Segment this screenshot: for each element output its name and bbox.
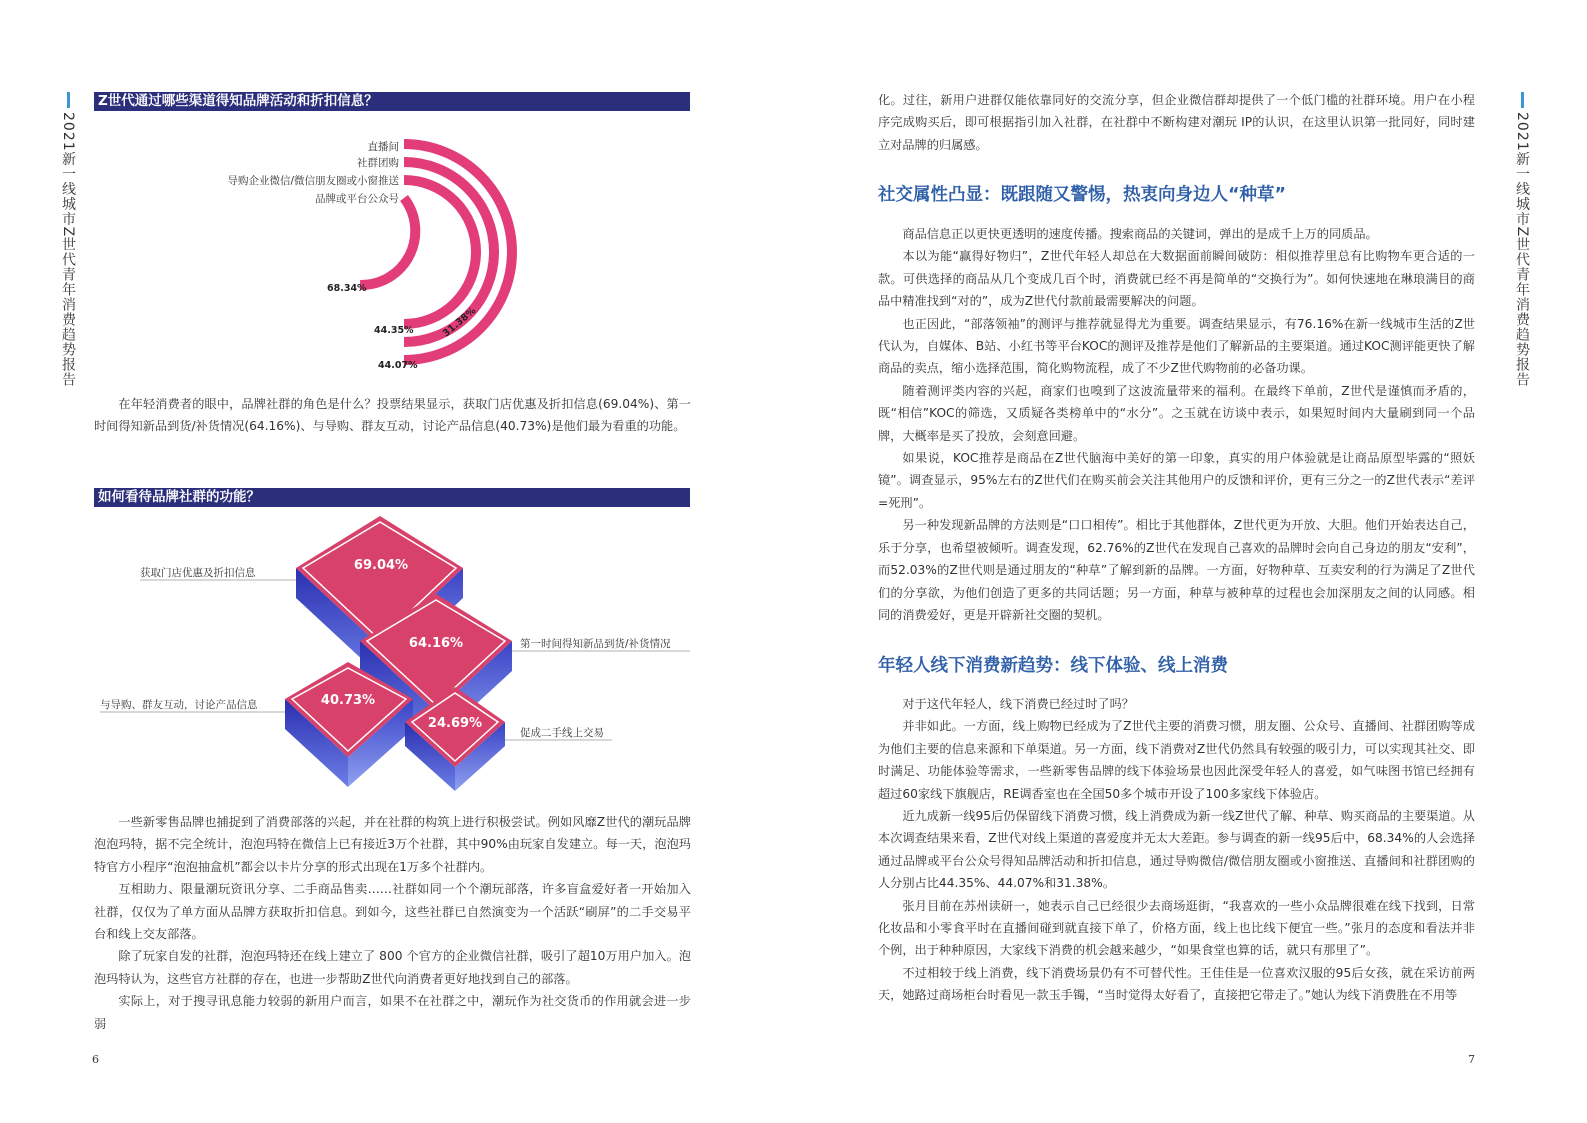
right-section2-text: 对于这代年轻人，线下消费已经过时了吗？ 并非如此。一方面，线上购物已经成为了Z世代主要的消费习惯，朋友圈、公众号、直播间、社群团购等成为他们主要的信息来源和下单渠道。另一方面，线下消费对Z世代仍然具有较强的吸引力，可以实现其社交、即时满足、功能体验等需求，一些新零售品牌的线下体验场景也因此深受年轻人的喜爱，如气味图书馆已经拥有超过60家线下旗舰店，RE调香室也在全国50多个城市开设了100多家线下体验店。 近九成新一线95后仍保留线下消费习惯，线上消费成为新一线Z世代了解、种草、购买商品的主要渠道。从本次调查结果来看，Z世代对线上渠道的喜爱度并无太大差距。参与调查的新一线95后中，68.34%的人会选择通过品牌或平台公众号得知品牌活动和折扣信息，通过导购微信/微信朋友圈或小窗推送、直播间和社群团购的人分别占比44.35%、44.07%和31.38%。 张月目前在苏州读研一，她表示自己已经很少去商场逛街，“我喜欢的一些小众品牌很难在线下找到，日常化妆品和小零食平时在直播间碰到就直接下单了，价格方面，线上也比线下便宜一些。”张月的态度和看法并非个例，出于种种原因，大家线下消费的机会越来越少，“如果食堂也算的话，就只有那里了”。 不过相较于线上消费，线下消费场景仍有不可替代性。王佳佳是一位喜欢汉服的95后女孩，就在采访前两天，她路过商场柜台时看见一款玉手镯，“当时觉得太好看了，直接把它带走了。”她认为线下消费胜在不用等	[878, 697, 1475, 1003]
left-body-text	[94, 811, 691, 1035]
paragraph-popmart-communities: 一些新零售品牌也捕捉到了消费部落的兴起，并在社群的构筑上进行积极尝试。例如风靡Z世代的潮玩品牌泡泡玛特，据不完全统计，泡泡玛特在微信上已有接近3万个社群，其中90%由玩家自发建立。每一天，泡泡玛特官方小程序“泡泡抽盒机”都会以卡片分享的形式出现在1万多个社群内。	[94, 815, 691, 874]
label-6834: 68.34%	[327, 283, 367, 294]
page-number-left: 6	[92, 1053, 99, 1066]
sidebar-accent-bar	[1521, 92, 1524, 108]
legend-livestream: 直播间	[367, 141, 399, 153]
value-2469: 24.69%	[427, 716, 483, 731]
community-functions-chart	[0, 0, 800, 800]
legend-group-buy: 社群团购	[357, 157, 399, 169]
legend-official-account: 品牌或平台公众号	[315, 193, 399, 205]
label-4407: 44.07%	[378, 360, 418, 371]
label-store-discounts: 获取门店优惠及折扣信息	[140, 567, 256, 579]
value-6904: 69.04%	[353, 558, 409, 573]
right-section1-text: 商品信息正以更快更透明的速度传播。搜索商品的关键词，弹出的是成千上万的同质品。 本以为能“赢得好物归”，Z世代年轻人却总在大数据面前瞬间破防：相似推荐里总有比购物车更合适的一款。可供选择的商品从几个变成几百个时，消费就已经不再是简单的“交换行为”。如何快速地在琳琅满目的商品中精准找到“对的”，成为Z世代付款前最需要解决的问题。 也正因此，“部落领袖”的测评与推荐就显得尤为重要。调查结果显示，有76.16%在新一线城市生活的Z世代认为，自媒体、B站、小红书等平台KOC的测评及推荐是他们了解新品的主要渠道。通过KOC测评能更快了解商品的卖点，缩小选择范围，简化购物流程，成了不少Z世代购物前的必备功课。 随着测评类内容的兴起，商家们也嗅到了这波流量带来的福利。在最终下单前，Z世代是谨慎而矛盾的，既“相信”KOC的筛选，又质疑各类榜单中的“水分”。之玉就在访谈中表示，如果短时间内大量刷到同一个品牌，大概率是买了投放，会刻意回避。 如果说，KOC推荐是商品在Z世代脑海中美好的第一印象，真实的用户体验就是让商品原型毕露的“照妖镜”。调查显示，95%左右的Z世代们在购买前会关注其他用户的反馈和评价，更有三分之一的Z世代表示“差评=死刑”。 另一种发现新品牌的方法则是“口口相传”。相比于其他群体，Z世代更为开放、大胆。他们开始表达自己，乐于分享，也希望被倾听。调查发现，62.76%的Z世代在发现自己喜欢的品牌时会向自己身边的朋友“安利”，而52.03%的Z世代则是通过朋友的“种草”了解到新的品牌。一方面，好物种草、互卖安利的行为满足了Z世代们的分享欲，为他们创造了更多的共同话题；另一方面，种草与被种草的过程也会加深朋友之间的认同感。相同的消费爱好，更是开辟新社交圈的契机。	[878, 227, 1475, 622]
section-header-community-functions: 如何看待品牌社群的功能？	[94, 488, 690, 507]
label-4435: 44.35%	[374, 325, 414, 336]
heading-offline-trend: 年轻人线下消费新趋势：线下体验、线上消费	[878, 656, 1228, 676]
label-secondhand: 促成二手线上交易	[520, 727, 604, 739]
heading-social-attributes: 社交属性凸显：既跟随又警惕，热衷向身边人“种草”	[878, 185, 1287, 205]
paragraph-new-users: 实际上，对于搜寻讯息能力较弱的新用户而言，如果不在社群之中，潮玩作为社交货币的作用就会进一步弱	[94, 994, 691, 1031]
value-4073: 40.73%	[320, 693, 376, 708]
sidebar-report-title-left: 2021新一线城市Z世代青年消费趋势报告	[54, 92, 76, 387]
label-3138: 31.38%	[440, 305, 479, 340]
section-header-channels: Z世代通过哪些渠道得知品牌活动和折扣信息？	[94, 92, 690, 111]
value-6416: 64.16%	[408, 636, 464, 651]
paragraph-official-groups: 除了玩家自发的社群，泡泡玛特还在线上建立了 800 个官方的企业微信社群，吸引了超10万用户加入。泡泡玛特认为，这些官方社群的存在，也进一步帮助Z世代向消费者更好地找到自己的部落。	[94, 949, 691, 986]
sidebar-report-title-right: 2021新一线城市Z世代青年消费趋势报告	[1508, 92, 1530, 387]
page-number-right: 7	[1468, 1053, 1475, 1066]
label-interaction: 与导购、群友互动，讨论产品信息	[100, 699, 258, 711]
paragraph-community-tribes: 互相助力、限量潮玩资讯分享、二手商品售卖……社群如同一个个潮玩部落，许多盲盒爱好者一开始加入社群，仅仅为了单方面从品牌方获取折扣信息。到如今，这些社群已自然演变为一个活跃“刷屏”的二手交易平台和线上交友部落。	[94, 882, 691, 942]
label-new-arrivals: 第一时间得知新品到货/补货情况	[520, 638, 671, 650]
right-intro-text: 化。过往，新用户进群仅能依靠同好的交流分享，但企业微信群却提供了一个低门槛的社群环境。用户在小程序完成购买后，即可根据指引加入社群，在社群中不断构建对潮玩 IP的认识，在这里认识第一批同好，同时建立对品牌的归属感。	[878, 93, 1475, 152]
legend-guide-wechat: 导购企业微信/微信朋友圈或小窗推送	[227, 175, 399, 187]
paragraph-community-role: 在年轻消费者的眼中，品牌社群的角色是什么？投票结果显示，获取门店优惠及折扣信息(69.04%)、第一时间得知新品到货/补货情况(64.16%)、与导购、群友互动，讨论产品信息(40.73%)是他们最为看重的功能。	[94, 397, 691, 434]
